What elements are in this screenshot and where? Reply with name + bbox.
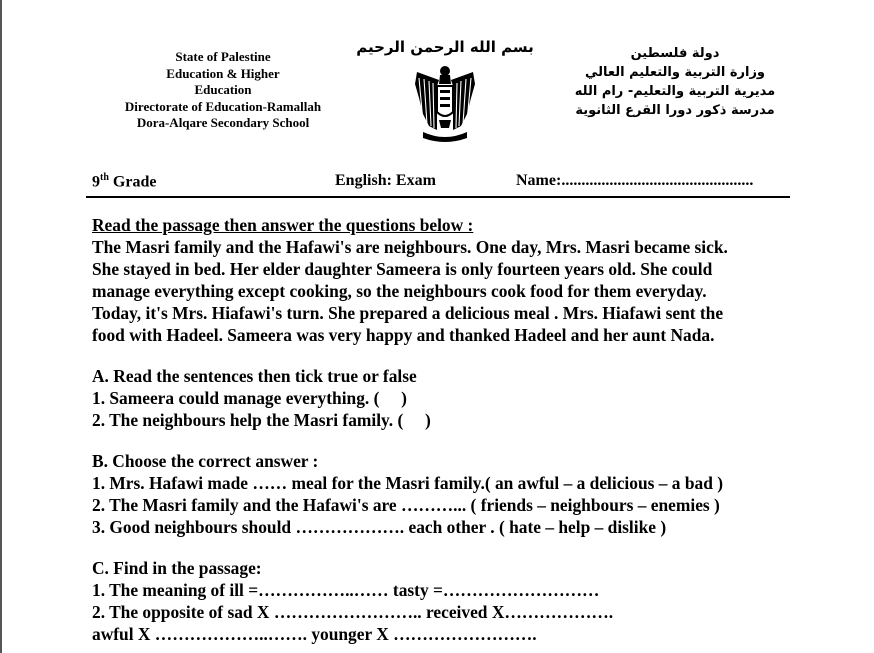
passage-line: manage everything except cooking, so the neighbours cook food for them everyday. bbox=[92, 281, 707, 301]
page-left-edge bbox=[0, 0, 2, 653]
header-center bbox=[345, 38, 545, 146]
find-in-passage-question[interactable]: awful X ………………..……. younger X ……………………. bbox=[92, 624, 537, 644]
header-divider bbox=[86, 196, 790, 198]
header-arabic-line: وزارة التربية والتعليم العالي bbox=[584, 65, 766, 80]
passage-line: food with Hadeel. Sameera was very happy and thanked Hadeel and her aunt Nada. bbox=[92, 325, 715, 345]
exam-body bbox=[92, 214, 812, 645]
grade-number: 9 bbox=[92, 173, 100, 191]
header-arabic bbox=[570, 44, 780, 120]
true-false-question[interactable]: 1. Sameera could manage everything. ( ) bbox=[92, 388, 407, 408]
header-arabic-line: مديرية التربية والتعليم- رام الله bbox=[574, 84, 776, 99]
passage-line: She stayed in bed. Her elder daughter Sameera is only fourteen years old. She could bbox=[92, 259, 713, 279]
grade-label bbox=[92, 172, 156, 191]
grade-word: Grade bbox=[108, 173, 157, 191]
header-english-line: State of Palestine bbox=[175, 49, 271, 64]
passage-line: Today, it's Mrs. Hiafawi's turn. She prepared a delicious meal . Mrs. Hiafawi sent the bbox=[92, 303, 724, 323]
subject-label: English: Exam bbox=[335, 172, 436, 189]
multiple-choice-question[interactable]: 1. Mrs. Hafawi made …… meal for the Masri family.( an awful – a delicious – a bad ) bbox=[92, 473, 724, 493]
header-arabic-line: مدرسة ذكور دورا القرع الثانوية bbox=[575, 103, 775, 118]
header-english-line: Education bbox=[194, 82, 252, 97]
multiple-choice-question[interactable]: 3. Good neighbours should ………………. each other . ( hate – help – dislike ) bbox=[92, 517, 667, 537]
student-name-field[interactable]: Name:................................................ bbox=[516, 172, 754, 189]
section-c-title: C. Find in the passage: bbox=[92, 558, 262, 578]
header-arabic-line: دولة فلسطين bbox=[630, 46, 720, 61]
header-english-line: Education & Higher bbox=[166, 65, 280, 81]
true-false-question[interactable]: 2. The neighbours help the Masri family. ( ) bbox=[92, 410, 431, 430]
eagle-emblem-icon bbox=[413, 62, 477, 146]
passage-instruction: Read the passage then answer the questions below : bbox=[92, 215, 474, 235]
passage-line: The Masri family and the Hafawi's are neighbours. One day, Mrs. Masri became sick. bbox=[92, 237, 728, 257]
header-english-line: Dora-Alqare Secondary School bbox=[136, 115, 310, 130]
multiple-choice-question[interactable]: 2. The Masri family and the Hafawi's are ………... ( friends – neighbours – enemies ) bbox=[92, 495, 720, 515]
section-a-title: A. Read the sentences then tick true or false bbox=[92, 366, 417, 386]
section-b-title: B. Choose the correct answer : bbox=[92, 451, 319, 471]
header-english bbox=[108, 49, 338, 132]
find-in-passage-question[interactable]: 1. The meaning of ill =……………..…… tasty =……………………… bbox=[92, 580, 600, 600]
header-english-line: Directorate of Education-Ramallah bbox=[124, 98, 322, 114]
find-in-passage-question[interactable]: 2. The opposite of sad X …………………….. received X………………. bbox=[92, 602, 614, 622]
exam-info-row bbox=[92, 172, 792, 192]
basmala: بسم الله الرحمن الرحيم bbox=[356, 38, 534, 56]
grade-suffix: th bbox=[100, 172, 109, 183]
